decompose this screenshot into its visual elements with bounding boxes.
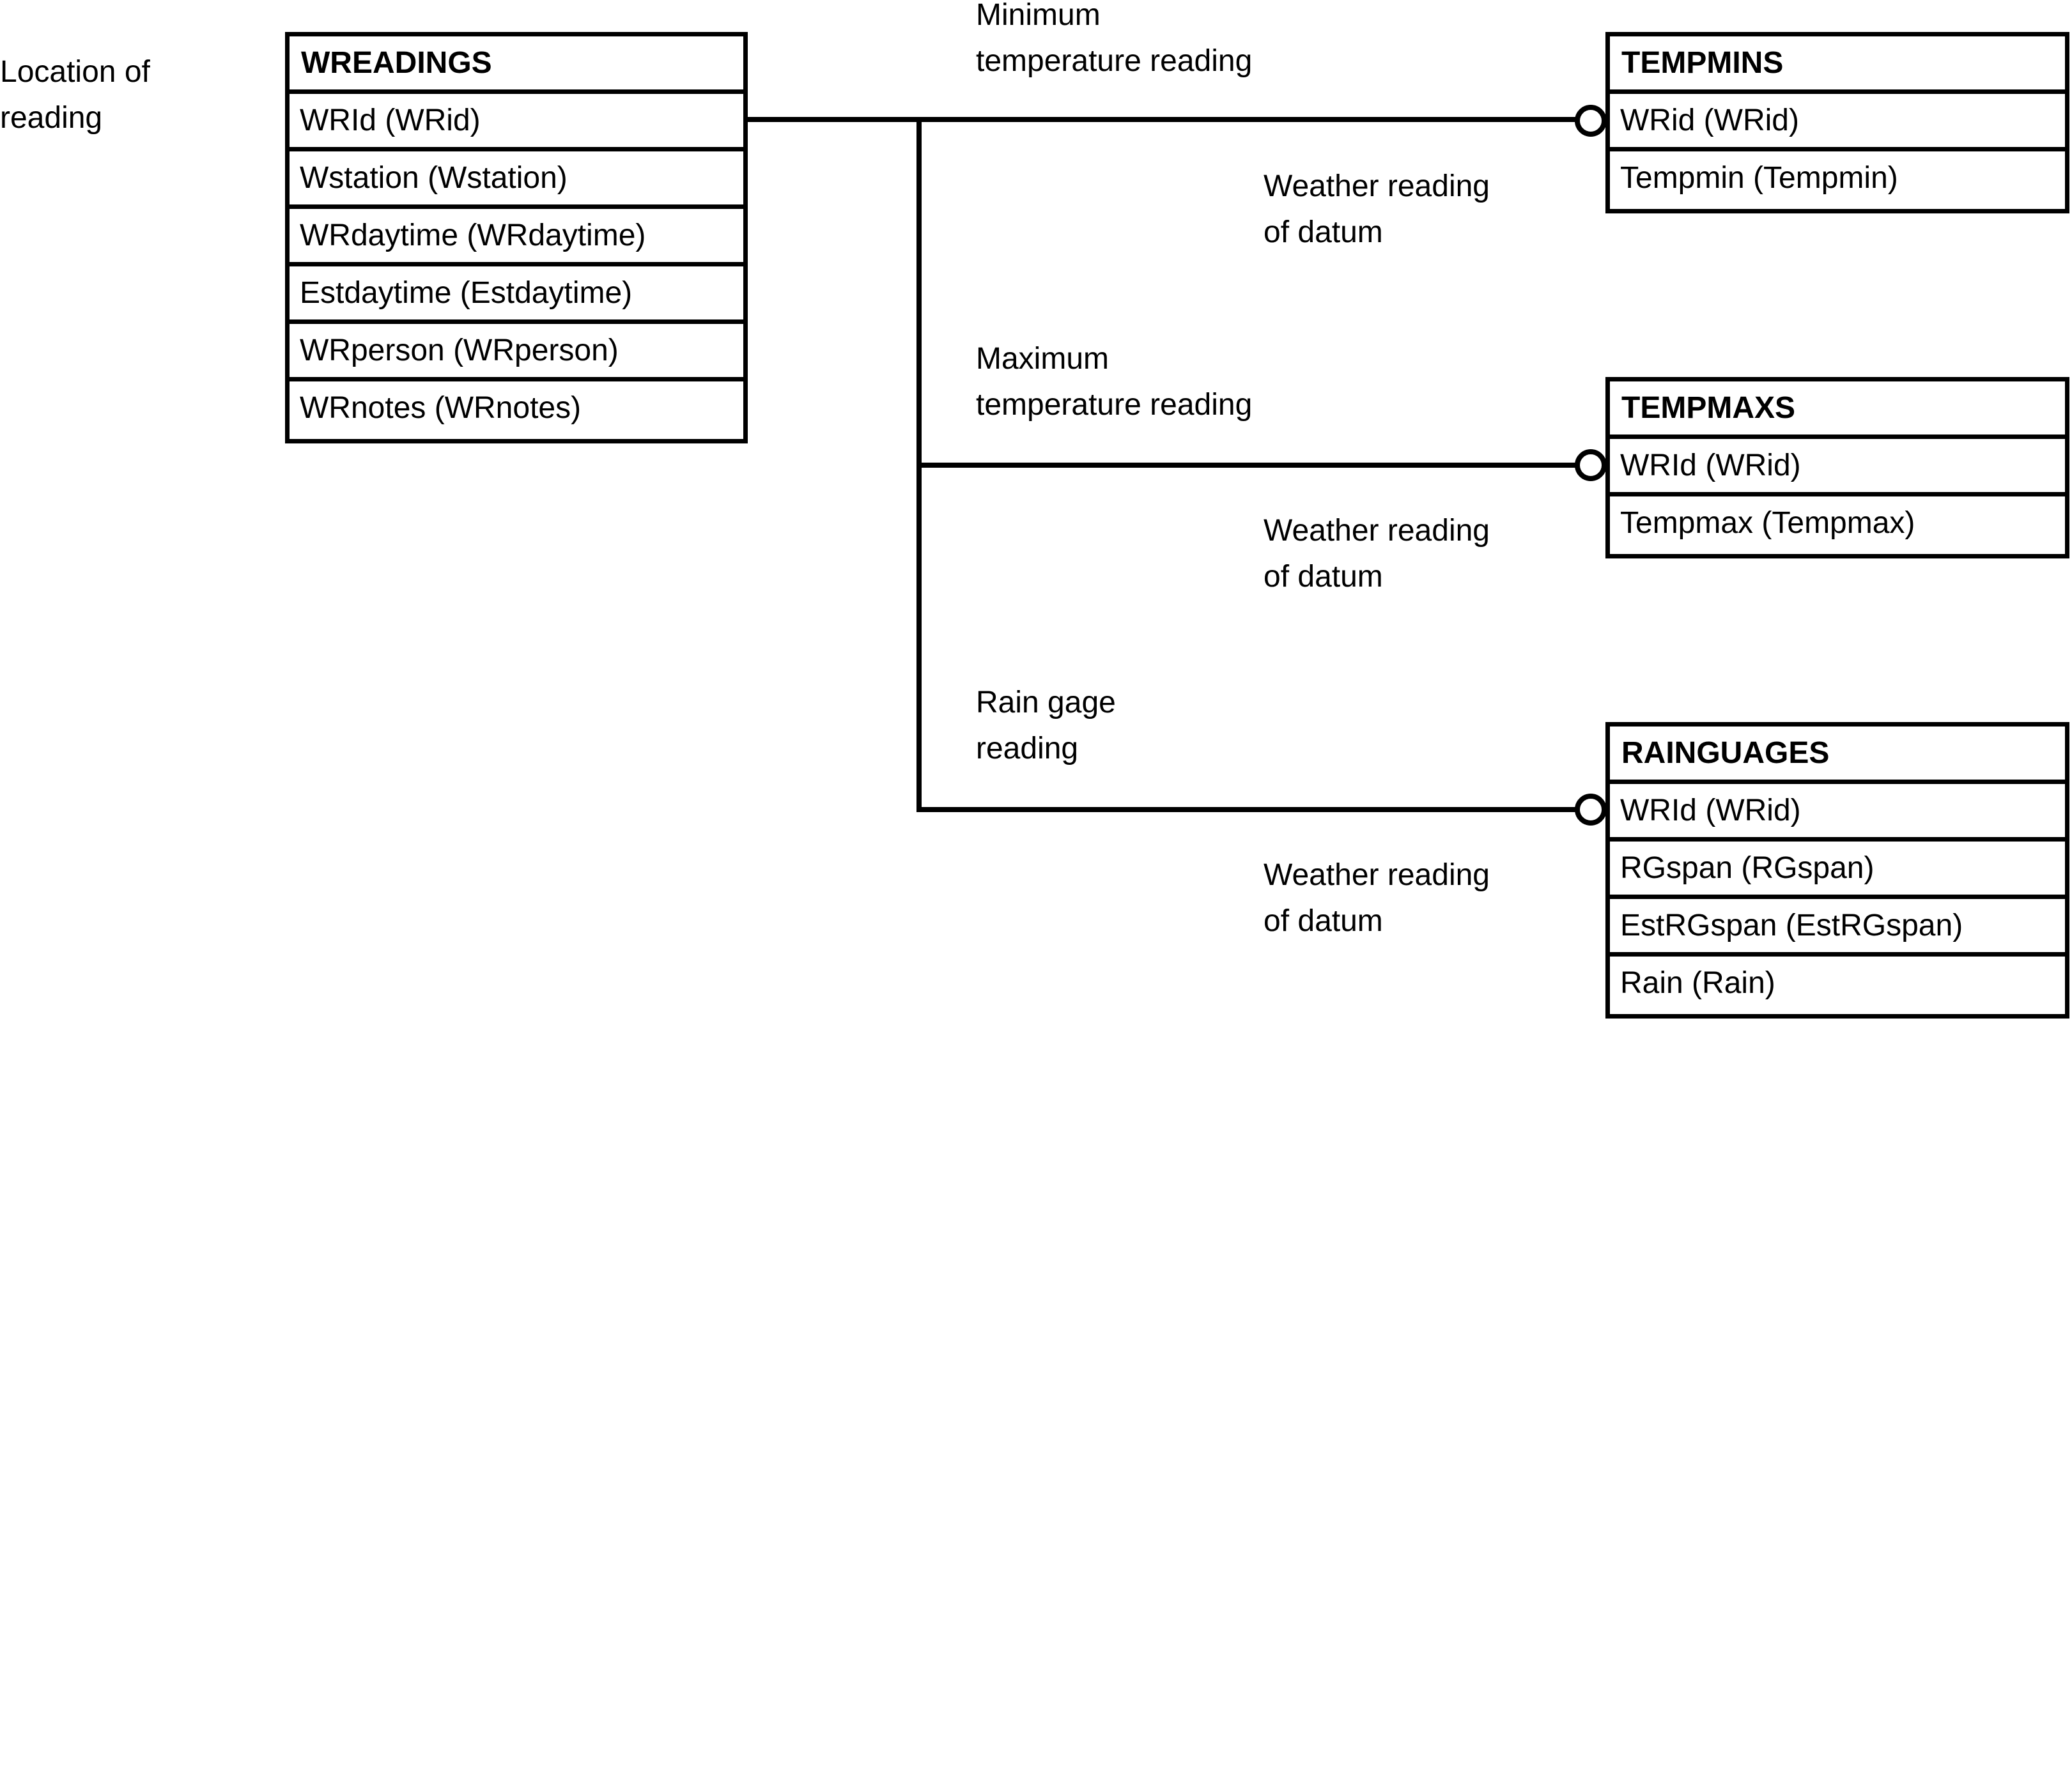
min-child-label-line1: Weather reading	[1264, 169, 1490, 203]
entity-field: WRId (WRid)	[290, 94, 743, 151]
tempmins-optional-circle	[1577, 107, 1604, 134]
max-parent-label-line1: Maximum	[976, 342, 1109, 376]
entity-title: TEMPMINS	[1610, 36, 2065, 94]
max-parent-label-line2: temperature reading	[976, 388, 1253, 422]
min-parent-label-line2: temperature reading	[976, 44, 1253, 78]
entity-tempmins[interactable]	[1605, 32, 2069, 213]
entity-field: WRperson (WRperson)	[290, 324, 743, 381]
entity-title: RAINGUAGES	[1610, 727, 2065, 784]
location-label-line1: Location of	[0, 55, 150, 89]
max-child-label-line1: Weather reading	[1264, 514, 1490, 548]
rainguages-optional-circle	[1577, 796, 1604, 823]
min-child-label	[1264, 164, 1490, 256]
entity-field: Rain (Rain)	[1620, 966, 1775, 1000]
entity-field: Tempmin (Tempmin)	[1620, 161, 1898, 195]
entity-field: WRdaytime (WRdaytime)	[290, 209, 743, 266]
location-label	[0, 49, 150, 141]
entity-field: WRId (WRid)	[1610, 439, 2065, 496]
min-child-label-line2: of datum	[1264, 215, 1383, 249]
tempmaxs-optional-circle	[1577, 452, 1604, 479]
entity-tempmaxs[interactable]	[1605, 377, 2069, 558]
entity-field: Wstation (Wstation)	[290, 151, 743, 209]
location-label-line2: reading	[0, 101, 103, 135]
rain-parent-label-line1: Rain gage	[976, 686, 1116, 719]
rain-child-label-line1: Weather reading	[1264, 858, 1490, 892]
max-child-label	[1264, 508, 1490, 600]
entity-field: EstRGspan (EstRGspan)	[1610, 899, 2065, 957]
entity-field: WRId (WRid)	[1610, 784, 2065, 842]
rain-parent-label-line2: reading	[976, 732, 1079, 765]
min-parent-label	[976, 0, 1252, 84]
rain-child-label	[1264, 852, 1490, 944]
rain-parent-label	[976, 680, 1116, 772]
entity-title: TEMPMAXS	[1610, 381, 2065, 439]
rain-child-label-line2: of datum	[1264, 904, 1383, 938]
entity-field: WRnotes (WRnotes)	[300, 391, 582, 425]
entity-field: WRid (WRid)	[1610, 94, 2065, 151]
entity-title: WREADINGS	[290, 36, 743, 94]
entity-wreadings[interactable]	[285, 32, 748, 443]
max-child-label-line2: of datum	[1264, 560, 1383, 594]
entity-field: Tempmax (Tempmax)	[1620, 506, 1915, 540]
max-parent-label	[976, 336, 1252, 428]
entity-field: Estdaytime (Estdaytime)	[290, 266, 743, 324]
entity-rainguages[interactable]	[1605, 722, 2069, 1019]
entity-field: RGspan (RGspan)	[1610, 842, 2065, 899]
min-parent-label-line1: Minimum	[976, 0, 1101, 32]
